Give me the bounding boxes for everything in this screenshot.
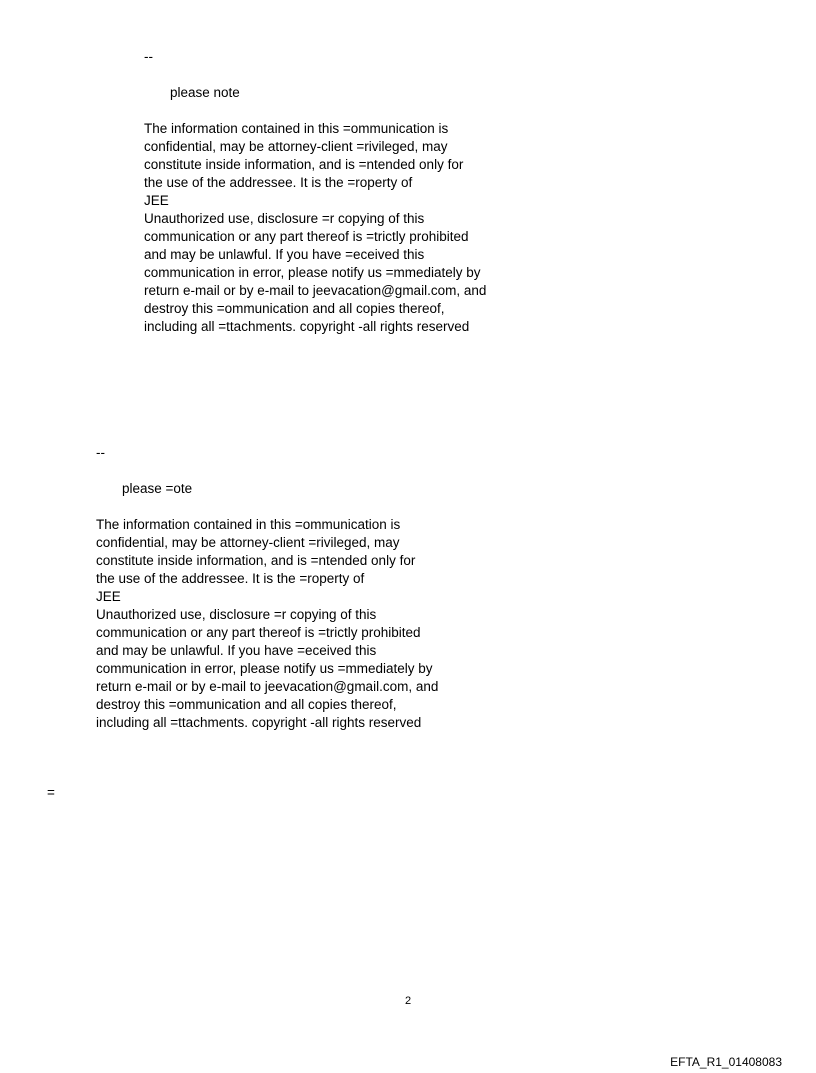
stray-equals-mark: = xyxy=(47,785,55,800)
confidentiality-notice-1 xyxy=(144,48,486,336)
notice-line: the use of the addressee. It is the =roperty of xyxy=(96,571,365,586)
notice-line: constitute inside information, and is =ntended only for xyxy=(144,157,464,172)
notice-line: Unauthorized use, disclosure =r copying of this xyxy=(96,607,377,622)
notice-line: Unauthorized use, disclosure =r copying of this xyxy=(144,211,425,226)
notice-line: The information contained in this =ommunication is xyxy=(96,517,401,532)
notice-line: JEE xyxy=(144,193,169,208)
notice-line: return e-mail or by e-mail to jeevacation@gmail.com, and xyxy=(144,283,487,298)
bates-number: EFTA_R1_01408083 xyxy=(670,1055,782,1069)
notice-line: and may be unlawful. If you have =eceived this xyxy=(144,247,425,262)
notice-line: JEE xyxy=(96,589,121,604)
signature-separator: -- xyxy=(96,445,105,460)
notice-line: and may be unlawful. If you have =eceived this xyxy=(96,643,377,658)
notice-line: communication or any part thereof is =trictly prohibited xyxy=(96,625,421,640)
notice-line: confidential, may be attorney-client =rivileged, may xyxy=(144,139,448,154)
notice-line: return e-mail or by e-mail to jeevacation@gmail.com, and xyxy=(96,679,439,694)
page-number: 2 xyxy=(404,995,412,1007)
notice-line: The information contained in this =ommunication is xyxy=(144,121,449,136)
notice-line: including all =ttachments. copyright -all rights reserved xyxy=(96,715,422,730)
notice-line: communication in error, please notify us =mmediately by xyxy=(96,661,433,676)
notice-line: destroy this =ommunication and all copies thereof, xyxy=(144,301,445,316)
notice-line: confidential, may be attorney-client =rivileged, may xyxy=(96,535,400,550)
signature-separator: -- xyxy=(144,49,153,64)
confidentiality-notice-2 xyxy=(96,444,438,732)
notice-line: destroy this =ommunication and all copies thereof, xyxy=(96,697,397,712)
notice-line: constitute inside information, and is =ntended only for xyxy=(96,553,416,568)
notice-line: including all =ttachments. copyright -all rights reserved xyxy=(144,319,470,334)
notice-line: the use of the addressee. It is the =roperty of xyxy=(144,175,413,190)
notice-heading: please =ote xyxy=(122,481,193,496)
notice-line: communication or any part thereof is =trictly prohibited xyxy=(144,229,469,244)
notice-heading: please note xyxy=(170,85,240,100)
notice-line: communication in error, please notify us =mmediately by xyxy=(144,265,481,280)
